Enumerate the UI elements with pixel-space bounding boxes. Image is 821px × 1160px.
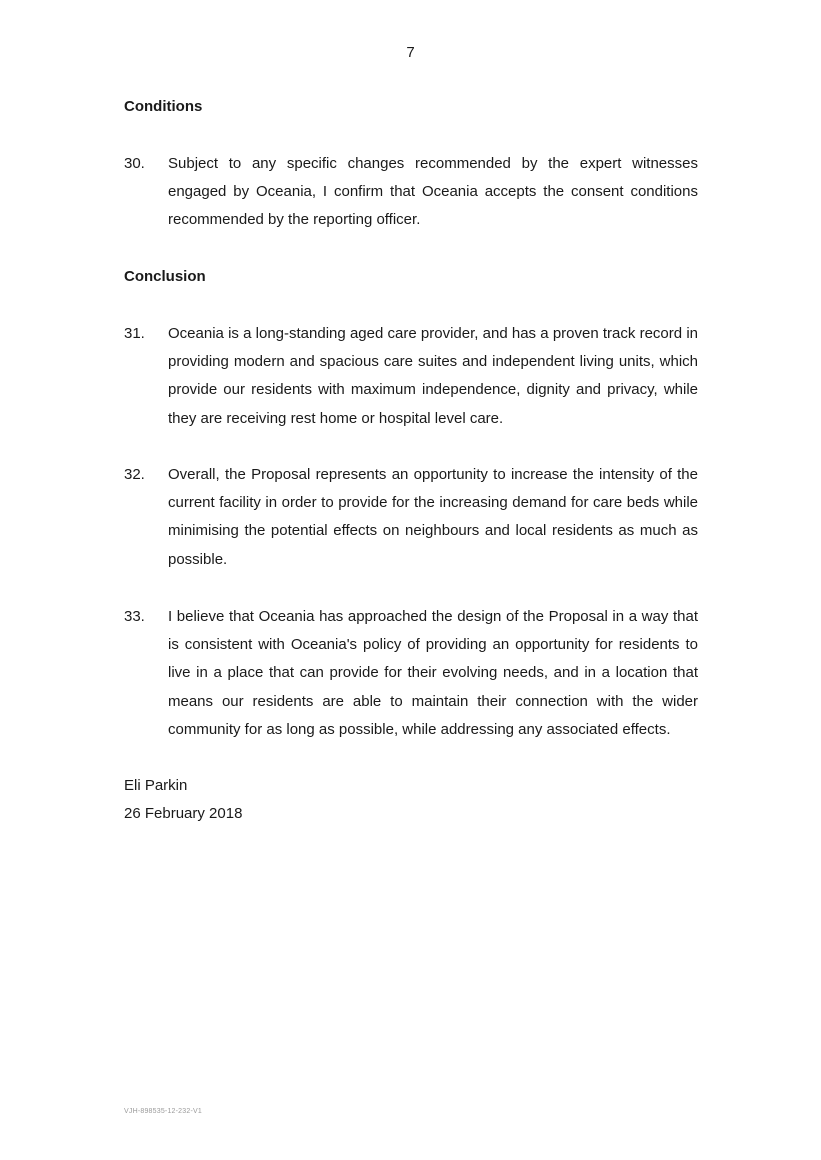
section-heading-conditions: Conditions <box>124 98 203 115</box>
document-reference: VJH-898535-12-232-V1 <box>124 1108 202 1115</box>
paragraph-text: I believe that Oceania has approached the design of the Proposal in a way that is consistent with Oceania's policy of providing an opportunity for residents to live in a place that can provide for their evolving needs, and in a location that means our residents are able to maintain their connection with the wider community for as long as possible, while addressing any associated effects. <box>168 608 698 738</box>
paragraph-number: 31. <box>124 325 145 342</box>
paragraph-text: Overall, the Proposal represents an opportunity to increase the intensity of the current facility in order to provide for the increasing demand for care beds while minimising the potential effects on neighbours and local residents as much as possible. <box>168 466 698 568</box>
paragraph-33 <box>124 603 698 744</box>
signatory-name: Eli Parkin <box>124 777 188 794</box>
paragraph-number: 30. <box>124 155 145 172</box>
paragraph-32 <box>124 461 698 574</box>
section-heading-conclusion: Conclusion <box>124 268 206 285</box>
paragraph-number: 32. <box>124 466 145 483</box>
signature-block <box>124 772 242 828</box>
page-number: 7 <box>406 44 415 61</box>
paragraph-number: 33. <box>124 608 145 625</box>
paragraph-text: Oceania is a long-standing aged care provider, and has a proven track record in providing modern and spacious care suites and independent living units, which provide our residents with maximum independence, dignity and privacy, while they are receiving rest home or hospital level care. <box>168 325 698 427</box>
paragraph-30 <box>124 150 698 235</box>
signature-date: 26 February 2018 <box>124 805 243 823</box>
paragraph-31 <box>124 320 698 433</box>
paragraph-text: Subject to any specific changes recommended by the expert witnesses engaged by Oceania, I confirm that Oceania accepts the consent conditions recommended by the reporting officer. <box>168 155 698 229</box>
